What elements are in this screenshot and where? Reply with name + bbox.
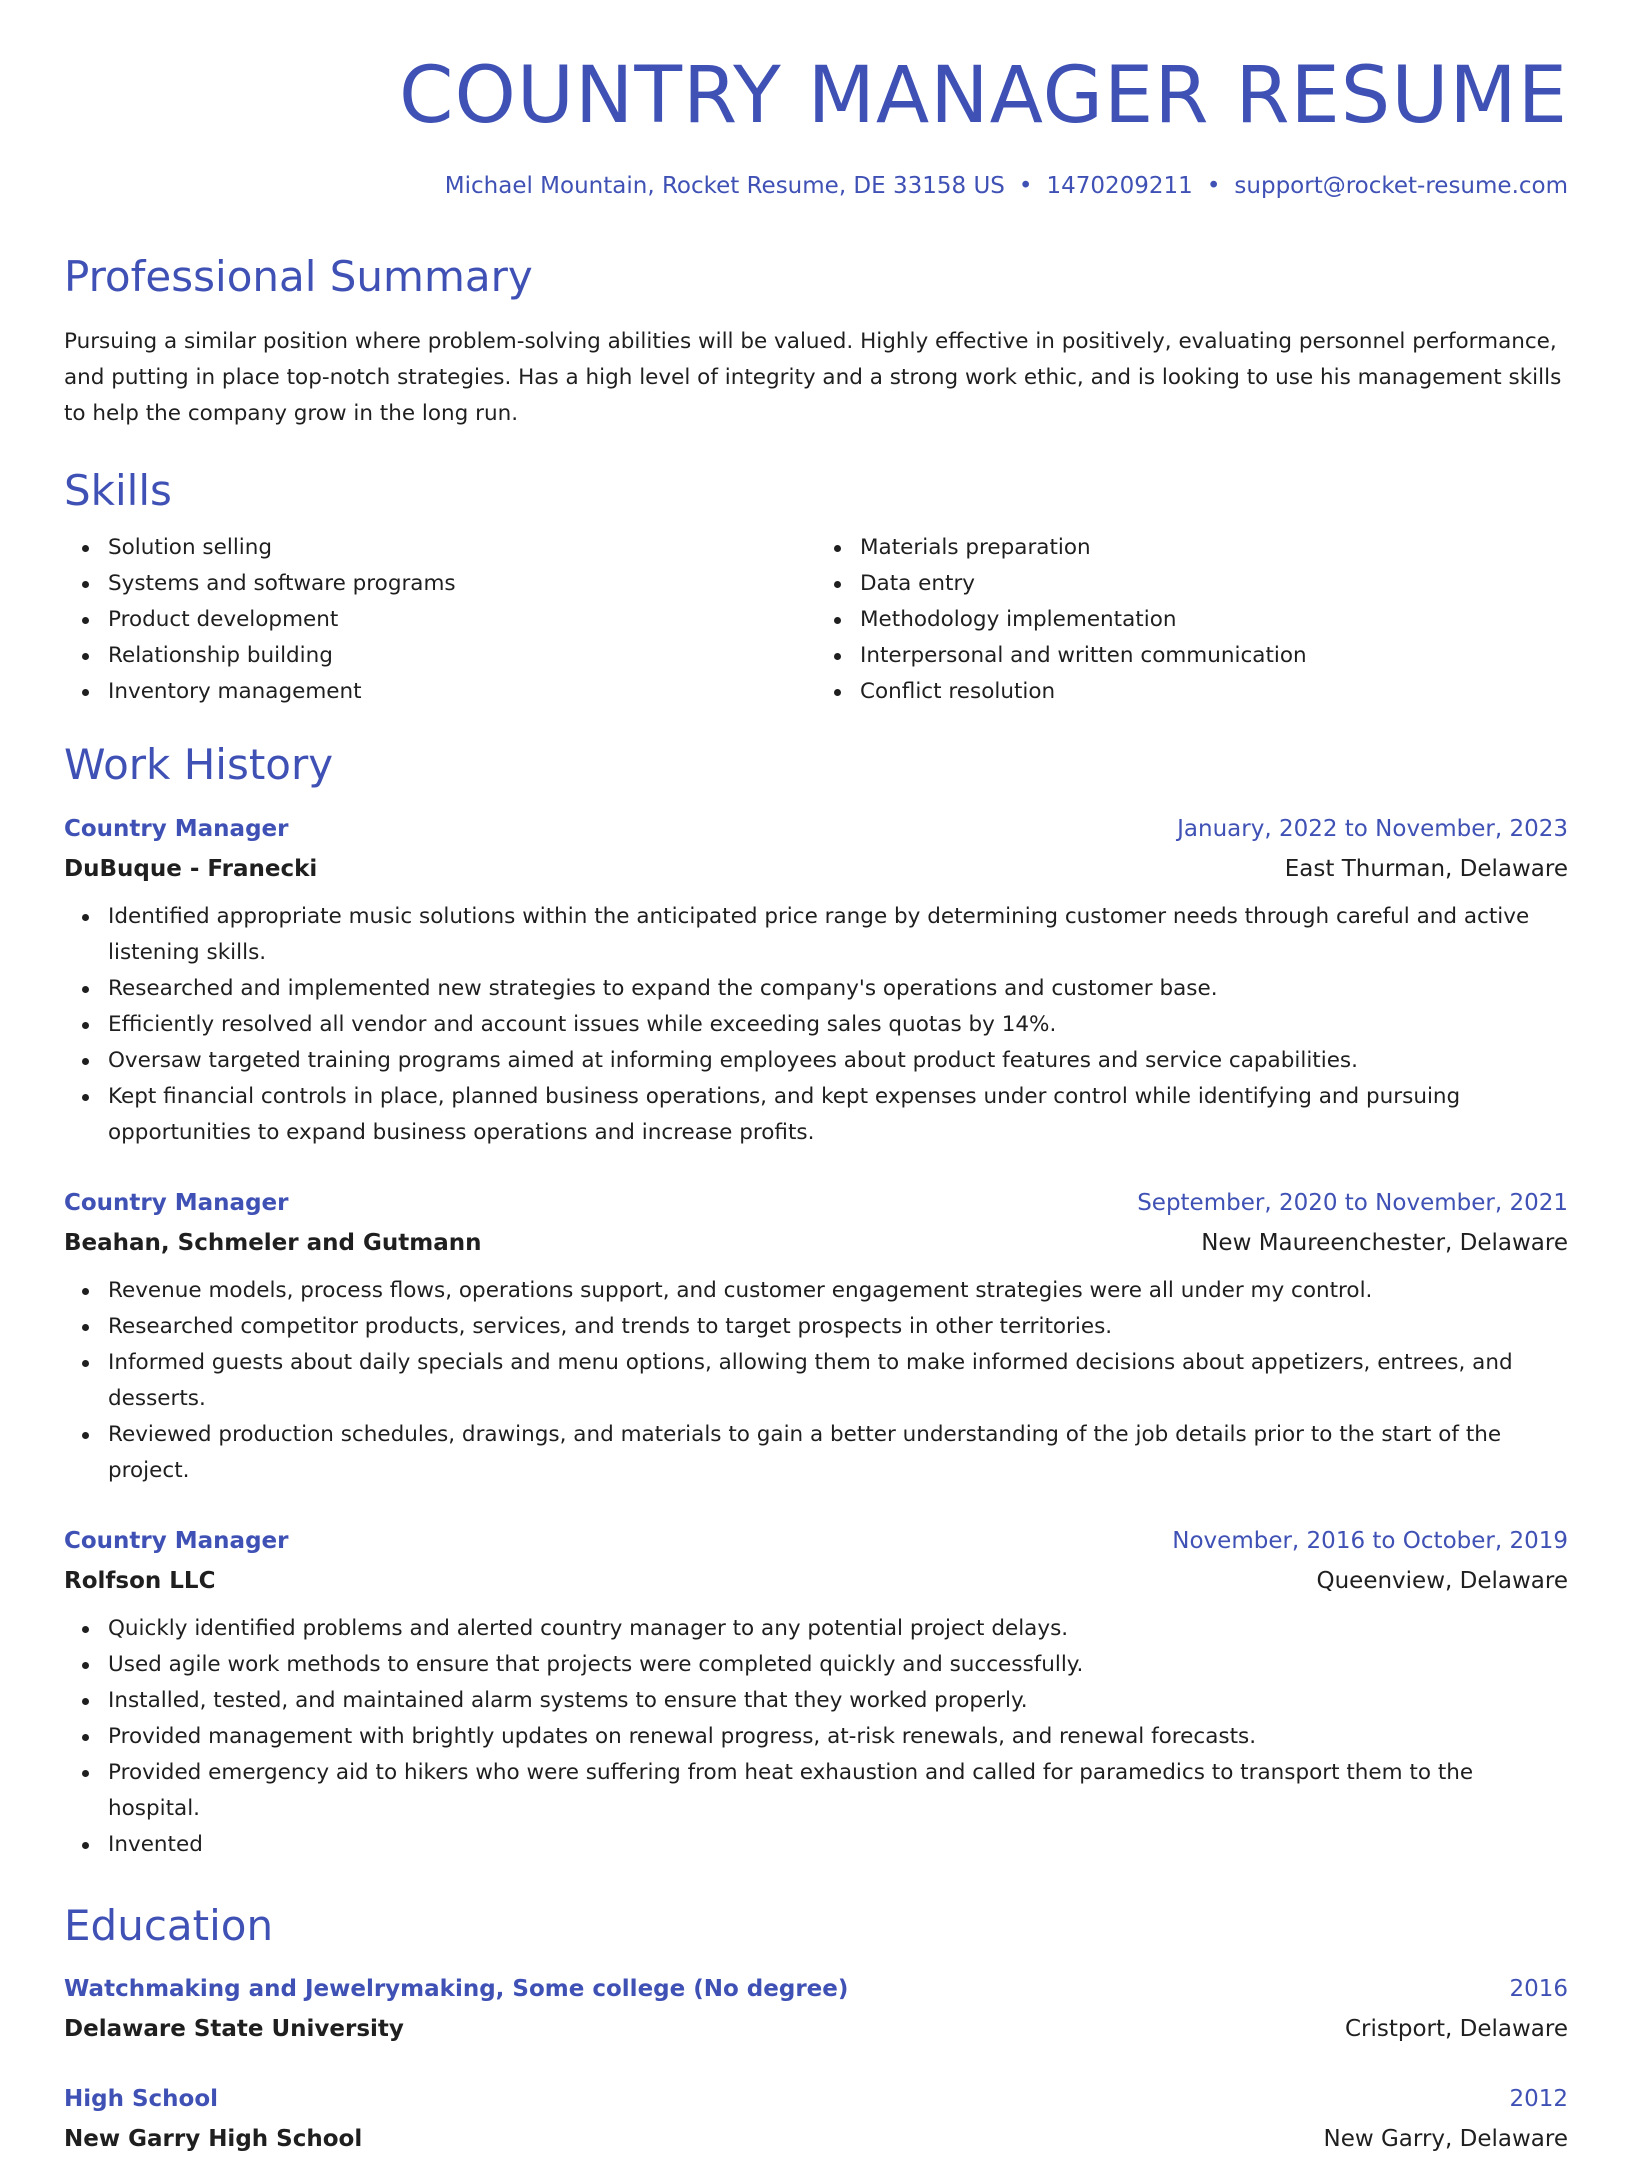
job-entry (64, 1183, 1568, 1489)
job-bullet: Provided management with brightly updates on renewal progress, at-risk renewals, and renewal forecasts. (108, 1719, 1568, 1755)
contact-line (64, 172, 1568, 202)
job-bullet: Kept financial controls in place, planned business operations, and kept expenses under control while identifying and pursuing opportunities to expand business operations and increase profits. (108, 1079, 1568, 1151)
skill-item: Product development (108, 602, 816, 638)
job-bullet: Quickly identified problems and alerted country manager to any potential project delays. (108, 1611, 1568, 1647)
job-company-row (64, 1223, 1568, 1263)
skill-item: Systems and software programs (108, 566, 816, 602)
skill-item: Conflict resolution (860, 674, 1568, 710)
contact-separator: • (1206, 172, 1221, 199)
education-school-row (64, 2009, 1568, 2049)
job-entry (64, 1521, 1568, 1863)
job-company-row (64, 1561, 1568, 1601)
resume-title: COUNTRY MANAGER RESUME (399, 51, 1568, 141)
job-dates: September, 2020 to November, 2021 (1137, 1189, 1568, 1216)
job-bullet: Efficiently resolved all vendor and account issues while exceeding sales quotas by 14%. (108, 1007, 1568, 1043)
education-location: New Garry, Delaware (1323, 2126, 1568, 2153)
skill-item: Data entry (860, 566, 1568, 602)
job-title: Country Manager (64, 815, 289, 842)
job-entry (64, 809, 1568, 1151)
resume-header (64, 52, 1568, 202)
skills-list (64, 530, 1568, 710)
job-title: Country Manager (64, 1189, 289, 1216)
job-bullet: Identified appropriate music solutions within the anticipated price range by determining customer needs through careful and active listening skills. (108, 899, 1568, 971)
job-company-row (64, 849, 1568, 889)
job-bullets (64, 1611, 1568, 1863)
contact-address: Michael Mountain, Rocket Resume, DE 33158 US (444, 172, 1005, 199)
contact-email: support@rocket-resume.com (1234, 172, 1568, 199)
job-title-row (64, 1183, 1568, 1223)
summary-heading: Professional Summary (64, 251, 533, 301)
education-degree-row (64, 2079, 1568, 2119)
education-entry (64, 2079, 1568, 2159)
summary-text: Pursuing a similar position where problem-solving abilities will be valued. Highly effective in positively, evaluating personnel performance, and putting in place top-notch strategies. Has a high level of integrity and a strong work ethic, and is looking to use his management skills to help the company grow in the long run. (64, 328, 1562, 426)
job-company: DuBuque - Franecki (64, 855, 318, 882)
education-school: Delaware State University (64, 2016, 404, 2043)
job-title-row (64, 809, 1568, 849)
skill-item: Solution selling (108, 530, 816, 566)
job-company: Beahan, Schmeler and Gutmann (64, 1229, 482, 1256)
contact-phone: 1470209211 (1046, 172, 1193, 199)
education-degree: High School (64, 2086, 219, 2113)
job-location: Queenview, Delaware (1316, 1567, 1568, 1594)
job-bullets (64, 899, 1568, 1151)
skill-item: Methodology implementation (860, 602, 1568, 638)
education-entry (64, 1969, 1568, 2049)
skills-column-right (816, 530, 1568, 710)
job-company: Rolfson LLC (64, 1567, 216, 1594)
contact-separator: • (1018, 172, 1033, 199)
education-degree-row (64, 1969, 1568, 2009)
job-title: Country Manager (64, 1527, 289, 1554)
job-dates: January, 2022 to November, 2023 (1177, 815, 1568, 842)
education-year: 2012 (1509, 2086, 1568, 2113)
job-bullet: Revenue models, process flows, operations support, and customer engagement strategies were all under my control. (108, 1273, 1568, 1309)
skill-item: Relationship building (108, 638, 816, 674)
job-bullet: Invented (108, 1827, 1568, 1863)
job-location: East Thurman, Delaware (1284, 855, 1568, 882)
skill-item: Materials preparation (860, 530, 1568, 566)
skill-item: Inventory management (108, 674, 816, 710)
job-location: New Maureenchester, Delaware (1201, 1229, 1568, 1256)
education-year: 2016 (1509, 1976, 1568, 2003)
job-bullet: Oversaw targeted training programs aimed at informing employees about product features and service capabilities. (108, 1043, 1568, 1079)
job-bullet: Used agile work methods to ensure that projects were completed quickly and successfully. (108, 1647, 1568, 1683)
job-bullet: Installed, tested, and maintained alarm systems to ensure that they worked properly. (108, 1683, 1568, 1719)
education-location: Cristport, Delaware (1344, 2016, 1568, 2043)
work-history-heading: Work History (64, 740, 334, 790)
education-degree: Watchmaking and Jewelrymaking, Some college (No degree) (64, 1976, 849, 2003)
job-title-row (64, 1521, 1568, 1561)
education-school-row (64, 2119, 1568, 2159)
job-bullet: Informed guests about daily specials and menu options, allowing them to make informed decisions about appetizers, entrees, and desserts. (108, 1345, 1568, 1417)
job-bullet: Reviewed production schedules, drawings, and materials to gain a better understanding of the job details prior to the start of the project. (108, 1417, 1568, 1489)
skills-heading: Skills (64, 465, 172, 515)
skill-item: Interpersonal and written communication (860, 638, 1568, 674)
job-bullet: Provided emergency aid to hikers who were suffering from heat exhaustion and called for paramedics to transport them to the hospital. (108, 1755, 1568, 1827)
education-heading: Education (64, 1900, 274, 1950)
job-bullet: Researched and implemented new strategies to expand the company's operations and customer base. (108, 971, 1568, 1007)
job-dates: November, 2016 to October, 2019 (1172, 1527, 1568, 1554)
education-school: New Garry High School (64, 2126, 363, 2153)
job-bullets (64, 1273, 1568, 1489)
job-bullet: Researched competitor products, services, and trends to target prospects in other territories. (108, 1309, 1568, 1345)
skills-column-left (64, 530, 816, 710)
